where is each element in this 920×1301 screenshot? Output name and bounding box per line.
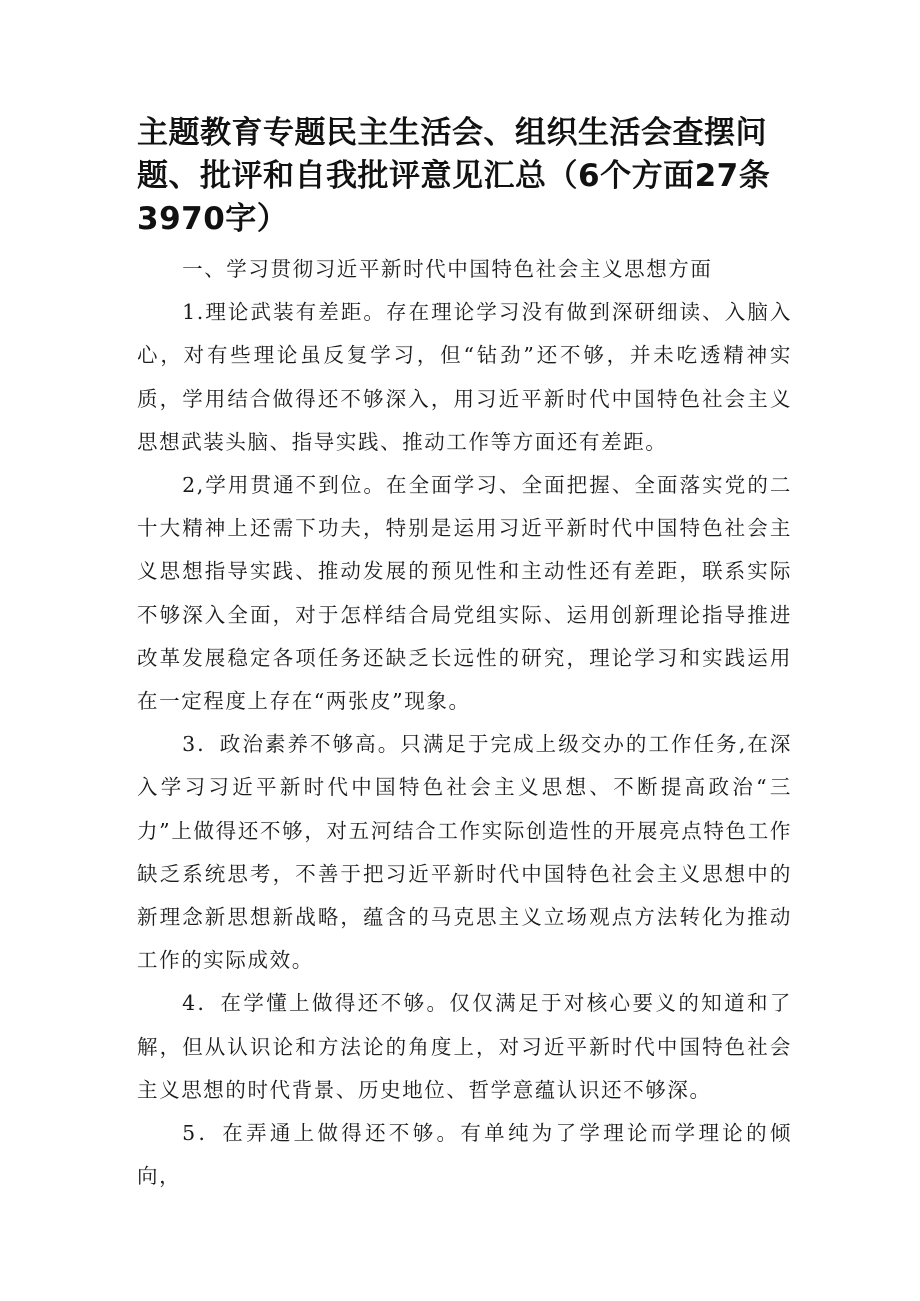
paragraph-4: 4．在学懂上做得还不够。仅仅满足于对核心要义的知道和了解，但从认识论和方法论的角度上，对习近平新时代中国特色社会主义思想的时代背景、历史地位、哲学意蕴认识还不够深。 [137,991,792,1102]
paragraph-1: 1.理论武装有差距。存在理论学习没有做到深研细读、入脑入心，对有些理论虽反复学习，但“钻劲”还不够，并未吃透精神实质，学用结合做得还不够深入，用习近平新时代中国特色社会主义思想武装头脑、指导实践、推动工作等方面还有差距。 [137,300,792,454]
paragraph-3: 3．政治素养不够高。只满足于完成上级交办的工作任务,在深入学习习近平新时代中国特色社会主义思想、不断提高政治“三力”上做得还不够，对五河结合工作实际创造性的开展亮点特色工作缺乏系统思考，不善于把习近平新时代中国特色社会主义思想中的新理念新思想新战略，蕴含的马克思主义立场观点方法转化为推动工作的实际成效。 [137,732,792,973]
paragraph-5: 5．在弄通上做得还不够。有单纯为了学理论而学理论的倾向， [137,1121,792,1189]
document-title: 主题教育专题民主生活会、组织生活会查摆问题、批评和自我批评意见汇总（6个方面27条3970字） [137,115,771,237]
document-body [137,248,792,1198]
paragraph-2: 2,学用贯通不到位。在全面学习、全面把握、全面落实党的二十大精神上还需下功夫，特别是运用习近平新时代中国特色社会主义思想指导实践、推动发展的预见性和主动性还有差距，联系实际不够深入全面，对于怎样结合局党组实际、运用创新理论指导推进改革发展稳定各项任务还缺乏长远性的研究，理论学习和实践运用在一定程度上存在“两张皮”现象。 [137,473,792,714]
section-heading: 一、学习贯彻习近平新时代中国特色社会主义思想方面 [182,257,713,281]
